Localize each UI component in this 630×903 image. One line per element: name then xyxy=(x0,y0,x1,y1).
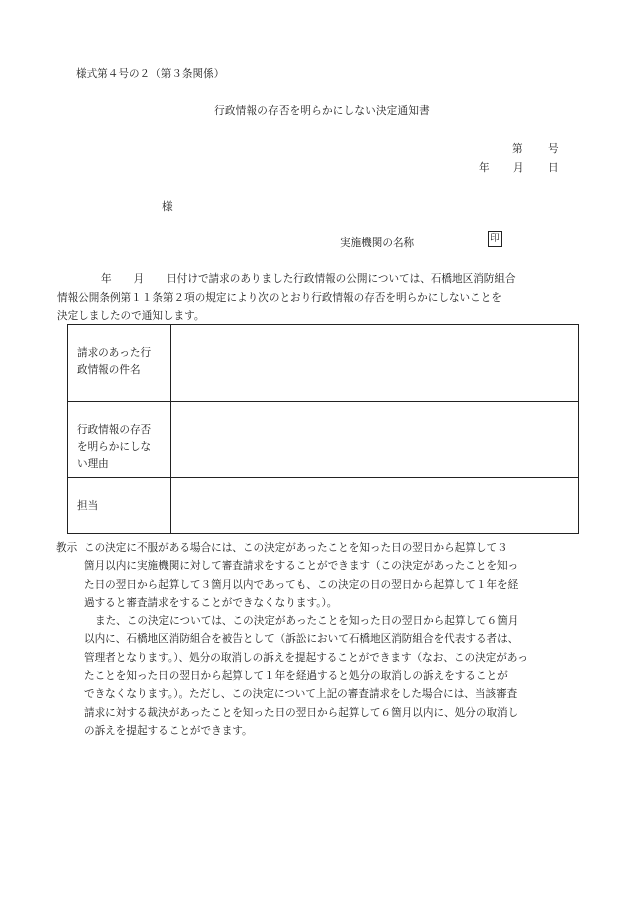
document-title: 行政情報の存否を明らかにしない決定通知書 xyxy=(214,105,430,117)
reason-label xyxy=(68,402,171,478)
notice-line: 以内に、石橋地区消防組合を被告として（訴訟において石橋地区消防組合を代表する者は、 xyxy=(84,633,519,646)
table-row xyxy=(68,325,579,402)
date-day: 日 xyxy=(548,162,559,174)
notice-line: 請求に対する裁決があったことを知った日の翌日から起算して６箇月以内に、処分の取消し xyxy=(84,706,519,719)
label-line: 担当 xyxy=(77,500,99,512)
label-line: 政情報の件名 xyxy=(77,364,141,376)
seal-mark: 印 xyxy=(488,231,502,247)
notice-line: 過すると審査請求をすることができなくなります。）。 xyxy=(84,596,338,609)
body-line-2: 情報公開条例第１１条第２項の規定により次のとおり行政情報の存否を明らかにしないことを xyxy=(57,291,502,304)
addressee-suffix: 様 xyxy=(162,201,173,213)
contact-label xyxy=(68,478,171,534)
form-number-label: 様式第４号の２（第３条関係） xyxy=(76,68,225,80)
request-info-table xyxy=(67,324,579,534)
body-line-1 xyxy=(57,270,567,289)
notice-line: できなくなります。）。ただし、この決定について上記の審査請求をした場合には、当該審査 xyxy=(84,688,518,701)
notice-heading: 教示 xyxy=(56,542,78,554)
table-row xyxy=(68,478,579,534)
notice-line: た日の翌日から起算して３箇月以内であっても、この決定の日の翌日から起算して１年を経 xyxy=(84,578,519,591)
body-line-3: 決定しましたので通知します。 xyxy=(57,310,205,322)
notice-line: 箇月以内に実施機関に対して審査請求をすることができます（この決定があったことを知っ xyxy=(84,560,519,573)
label-line: 行政情報の存否 xyxy=(77,424,152,436)
date-month: 月 xyxy=(513,162,524,174)
contact-value-cell[interactable] xyxy=(171,478,579,534)
notice-line: の訴えを提起することができます。 xyxy=(84,724,253,737)
appeal-notice xyxy=(56,539,583,740)
notice-text: この決定に不服がある場合には、この決定があったことを知った日の翌日から起算して３ xyxy=(84,542,508,554)
notice-line xyxy=(56,539,583,557)
body-paragraph xyxy=(57,270,567,326)
agency-name-label: 実施機関の名称 xyxy=(340,237,415,249)
subject-value-cell[interactable] xyxy=(171,325,579,402)
date-year: 年 xyxy=(479,162,490,174)
label-line: を明らかにしな xyxy=(77,441,152,453)
notice-line: たことを知った日の翌日から起算して１年を経過すると処分の取消しの訴えをすることが xyxy=(84,670,508,683)
notice-line: また、この決定については、この決定があったことを知った日の翌日から起算して６箇月 xyxy=(95,615,519,628)
label-line: 請求のあった行 xyxy=(77,347,152,359)
subject-label xyxy=(68,325,171,402)
reference-number-suffix: 号 xyxy=(548,143,559,155)
body-year: 年 xyxy=(101,273,112,285)
body-line-1-text: 日付けで請求のありました行政情報の公開については、石橋地区消防組合 xyxy=(166,273,516,285)
reference-number-prefix: 第 xyxy=(512,143,523,155)
table-row xyxy=(68,402,579,478)
notice-line: 管理者となります。）、処分の取消しの訴えを提起することができます（なお、この決定があっ xyxy=(84,651,528,664)
label-line: い理由 xyxy=(77,458,109,470)
reason-value-cell[interactable] xyxy=(171,402,579,478)
body-month: 月 xyxy=(133,273,145,285)
